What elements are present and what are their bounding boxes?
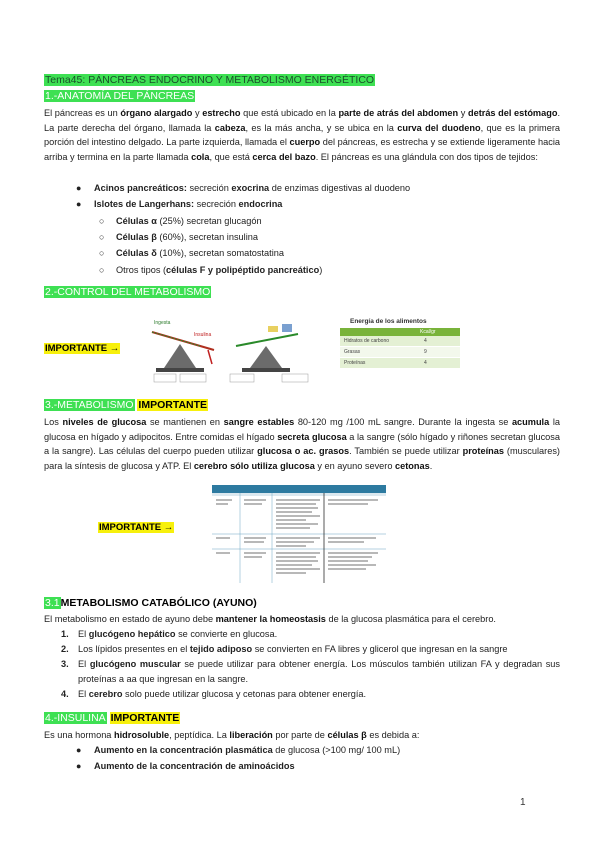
table-header-bar bbox=[212, 485, 386, 493]
insulina-paragraph: Es una hormona hidrosoluble, peptídica. La liberación por parte de células β es debida a: bbox=[44, 730, 420, 740]
weight-block bbox=[268, 326, 278, 332]
list-number: 1. bbox=[61, 629, 69, 639]
document-title: Tema45: PÁNCREAS ENDOCRINO Y METABOLISMO ENERGÉTICO bbox=[45, 74, 375, 86]
sub-bullet-delta: Células δ (10%), secretan somatostatina bbox=[116, 248, 284, 258]
important-label: IMPORTANTE → bbox=[45, 343, 120, 354]
weight-block bbox=[282, 324, 292, 332]
section-heading-catabolico: 3.1METABOLISMO CATABÓLICO (AYUNO) bbox=[45, 597, 257, 609]
list-number: 4. bbox=[61, 689, 69, 699]
list-item-text: El glucógeno hepático se convierte en glucosa. bbox=[78, 629, 278, 639]
section-heading-anatomia: 1.-ANATOMÍA DEL PÁNCREAS bbox=[45, 90, 195, 102]
bullet-dot: ● bbox=[76, 761, 82, 771]
caption-box bbox=[282, 374, 308, 382]
catabolico-item-1 bbox=[61, 627, 560, 642]
sub-bullet-circle: ○ bbox=[99, 248, 105, 258]
page-number: 1 bbox=[520, 797, 526, 808]
energy-table-rows bbox=[340, 336, 460, 369]
energy-row-name: Grasas bbox=[344, 349, 361, 355]
list-number: 2. bbox=[61, 644, 69, 654]
energy-table-header bbox=[340, 328, 460, 336]
bullet-dot: ● bbox=[76, 199, 82, 209]
catabolico-item-3 bbox=[61, 657, 560, 686]
anatomia-paragraph: El páncreas es un órgano alargado y estrecho que está ubicado en la parte de atrás del abdomen y detrás del estómago. La parte derecha del órgano, llamada la cabeza, es la más ancha, y se ubica en la curva del duodeno, que es la primera porción del intestino delgado. La parte izquierda, llamada el cuerpo del páncreas, es estrecha y se extiende ligeramente hacia arriba y termina en la parte llamada cola, que está cerca del bazo. El páncreas es una glándula con dos tipos de tejidos: bbox=[44, 108, 560, 162]
section-heading-control: 2.-CONTROL DEL METABOLISMO bbox=[45, 286, 211, 298]
list-number: 3. bbox=[61, 659, 69, 669]
caption-box bbox=[230, 374, 254, 382]
bullet-glucosa: Aumento en la concentración plasmática de glucosa (>100 mg/ 100 mL) bbox=[94, 745, 401, 755]
ingesta-label: Ingesta bbox=[154, 320, 171, 326]
catabolico-item-2 bbox=[61, 642, 560, 657]
list-item-text: El cerebro solo puede utilizar glucosa y cetonas para obtener energía. bbox=[78, 689, 367, 699]
sub-bullet-circle: ○ bbox=[99, 216, 105, 226]
bullet-acinos: Acinos pancreáticos: secreción exocrina de enzimas digestivas al duodeno bbox=[94, 183, 411, 193]
list-item-text: Los lípidos presentes en el tejido adiposo se convierten en FA libres y glicerol que ingresan en la sangre bbox=[78, 644, 508, 654]
header-spacer bbox=[340, 328, 420, 336]
energy-row-value: 9 bbox=[424, 349, 427, 355]
sub-bullet-otros: Otros tipos (células F y polipéptido pancreático) bbox=[116, 265, 323, 275]
balance-base bbox=[156, 368, 204, 372]
energy-table-title: Energía de los alimentos bbox=[350, 318, 427, 325]
metabolism-table-figure bbox=[212, 485, 386, 583]
balance-base bbox=[242, 368, 290, 372]
energy-row-name: Proteínas bbox=[344, 360, 366, 366]
energy-row-name: Hidratos de carbono bbox=[344, 338, 390, 344]
energy-table bbox=[340, 318, 460, 369]
catabolico-intro: El metabolismo en estado de ayuno debe mantener la homeostasis de la glucosa plasmática para el cerebro. bbox=[44, 614, 496, 624]
important-label: IMPORTANTE → bbox=[99, 522, 174, 533]
bullet-aminoacidos: Aumento de la concentración de aminoácidos bbox=[94, 761, 295, 771]
bullet-dot: ● bbox=[76, 183, 82, 193]
metabolismo-paragraph: Los niveles de glucosa se mantienen en sangre estables 80-120 mg /100 mL sangre. Durante la ingesta se acumula la glucosa en hígado y adipocitos. Entre comidas el hígado secreta glucosa a la sangre (sólo hígado y riñones secretan glucosa a la sangre). Las células del cuerpo pueden utilizar glucosa o ac. grasos. También se puede utilizar proteínas (musculares) para la síntesis de glucosa y ATP. El cerebro sólo utiliza glucosa y en ayuno severo cetonas. bbox=[44, 417, 560, 471]
energy-table-row bbox=[340, 336, 460, 347]
list-item-text: El glucógeno muscular se puede utilizar para obtener energía. Los músculos también utilizan FA y degradan sus proteínas a aa que ingresan en la sangre. bbox=[78, 659, 560, 684]
metabolism-balance-figure bbox=[150, 306, 320, 386]
table-subheader bbox=[212, 493, 386, 496]
energy-row-value: 4 bbox=[424, 338, 427, 344]
section-heading-metabolismo: 3.-METABOLISMO IMPORTANTE bbox=[45, 399, 208, 411]
sub-bullet-alfa: Células α (25%) secretan glucagón bbox=[116, 216, 262, 226]
caption-box bbox=[180, 374, 206, 382]
energy-row-value: 4 bbox=[424, 360, 427, 366]
bullet-islotes: Islotes de Langerhans: secreción endocrina bbox=[94, 199, 283, 209]
insulina-label: Insulina bbox=[194, 332, 212, 338]
section-heading-insulina: 4.-INSULINA IMPORTANTE bbox=[45, 712, 180, 724]
energy-table-row bbox=[340, 347, 460, 358]
bullet-dot: ● bbox=[76, 745, 82, 755]
caption-box bbox=[154, 374, 176, 382]
sub-bullet-circle: ○ bbox=[99, 232, 105, 242]
sub-bullet-circle: ○ bbox=[99, 265, 105, 275]
catabolico-item-4 bbox=[61, 687, 560, 702]
energy-table-row bbox=[340, 358, 460, 369]
energy-table-header-label: Kcal/gr bbox=[420, 329, 436, 335]
sub-bullet-beta: Células β (60%), secretan insulina bbox=[116, 232, 258, 242]
